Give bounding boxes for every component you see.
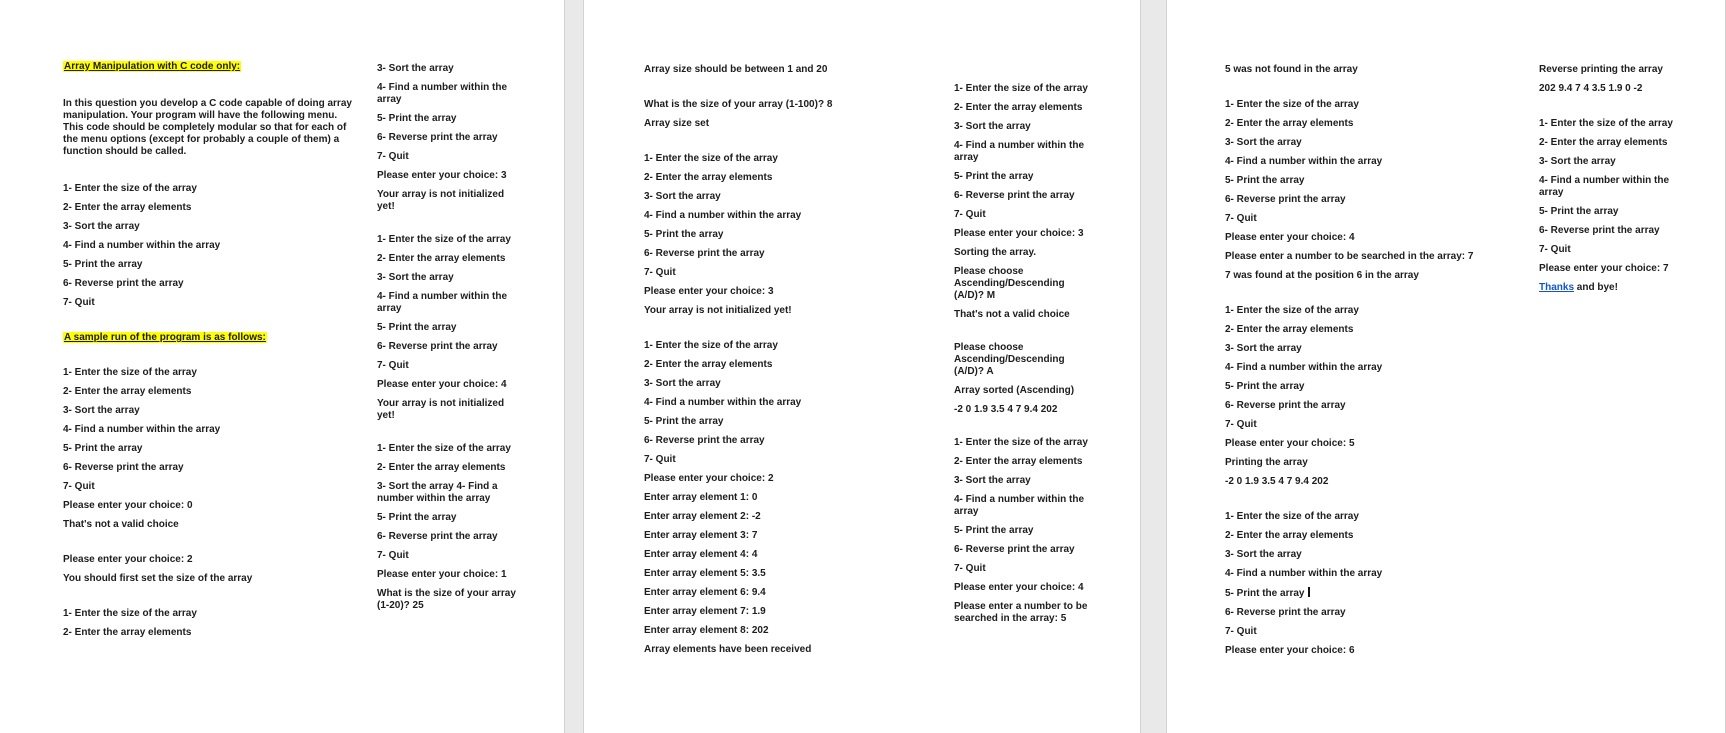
doc-line: 7- Quit: [644, 454, 676, 465]
doc-line: 6- Reverse print the array: [1225, 400, 1346, 411]
doc-line: Enter array element 2: -2: [644, 511, 761, 522]
doc-line: [63, 61, 355, 73]
paragraph-gap: [644, 137, 944, 153]
doc-line: 1- Enter the size of the array: [1539, 118, 1673, 129]
page-3-column-2: [1539, 64, 1679, 301]
doc-line: Enter array element 7: 1.9: [644, 606, 766, 617]
doc-line: 2- Enter the array elements: [377, 462, 506, 473]
doc-line: 5- Print the array: [377, 322, 457, 333]
doc-line: Please enter your choice: 3: [377, 170, 507, 181]
doc-line: Array elements have been received: [644, 644, 812, 655]
doc-line: What is the size of your array (1-100)? 8: [644, 99, 833, 110]
doc-line: 4- Find a number within the array: [644, 397, 802, 408]
doc-line: Please enter your choice: 2: [644, 473, 774, 484]
doc-line: 3- Sort the array 4- Find a number within the array: [377, 481, 498, 504]
doc-line: 5- Print the array: [63, 443, 143, 454]
page-1-column-2: [377, 63, 517, 619]
doc-line: 6- Reverse print the array: [1225, 194, 1346, 205]
paragraph-gap: [63, 592, 355, 608]
doc-line: 1- Enter the size of the array: [63, 183, 197, 194]
doc-line: Please enter your choice: 3: [954, 228, 1084, 239]
doc-line: 2- Enter the array elements: [644, 359, 773, 370]
doc-line: 4- Find a number within the array: [1225, 568, 1383, 579]
paragraph-gap: [1539, 102, 1679, 118]
doc-line: 7 was found at the position 6 in the array: [1225, 270, 1419, 281]
doc-text: and bye!: [1574, 282, 1618, 293]
text-cursor: [1308, 587, 1310, 597]
doc-line: Array size set: [644, 118, 710, 129]
doc-line: 4- Find a number within the array: [63, 240, 221, 251]
doc-line: You should first set the size of the array: [63, 573, 253, 584]
paragraph-gap: [377, 220, 517, 234]
doc-line: 6- Reverse print the array: [1225, 607, 1346, 618]
doc-line: 6- Reverse print the array: [954, 190, 1075, 201]
doc-line: Please enter your choice: 3: [644, 286, 774, 297]
doc-line: 2- Enter the array elements: [377, 253, 506, 264]
doc-line: 5- Print the array: [1539, 206, 1619, 217]
highlighted-heading: Array Manipulation with C code only:: [64, 61, 241, 72]
doc-line: 6- Reverse print the array: [377, 132, 498, 143]
doc-line: Array size should be between 1 and 20: [644, 64, 828, 75]
doc-line: Please enter a number to be searched in the array: 5: [954, 601, 1088, 624]
doc-line: Enter array element 8: 202: [644, 625, 769, 636]
doc-line: 7- Quit: [1539, 244, 1571, 255]
doc-line: Enter array element 5: 3.5: [644, 568, 766, 579]
doc-line: Please choose Ascending/Descending (A/D)? M: [954, 266, 1065, 301]
doc-line: -2 0 1.9 3.5 4 7 9.4 202: [1225, 476, 1329, 487]
doc-line: Please enter a number to be searched in the array: 7: [1225, 251, 1474, 262]
doc-line: 6- Reverse print the array: [377, 531, 498, 542]
page-2-column-1: [644, 64, 944, 663]
doc-line: [1539, 282, 1679, 294]
doc-line: 2- Enter the array elements: [954, 102, 1083, 113]
doc-line: 7- Quit: [644, 267, 676, 278]
doc-line: Please enter your choice: 2: [63, 554, 193, 565]
doc-line: 2- Enter the array elements: [63, 627, 192, 638]
doc-line: Please enter your choice: 4: [954, 582, 1084, 593]
doc-line: 7- Quit: [377, 550, 409, 561]
highlighted-heading: A sample run of the program is as follows:: [64, 332, 266, 343]
doc-line: Your array is not initialized yet!: [377, 189, 505, 212]
page-1: [0, 0, 565, 733]
doc-line: 4- Find a number within the array: [1225, 156, 1383, 167]
doc-line: -2 0 1.9 3.5 4 7 9.4 202: [954, 404, 1058, 415]
doc-line: 6- Reverse print the array: [644, 435, 765, 446]
doc-line: Please enter your choice: 7: [1539, 263, 1669, 274]
doc-line: 5- Print the array: [954, 171, 1034, 182]
doc-line: 1- Enter the size of the array: [1225, 305, 1359, 316]
doc-line: Please enter your choice: 4: [377, 379, 507, 390]
doc-line: Please enter your choice: 1: [377, 569, 507, 580]
doc-line: Please enter your choice: 6: [1225, 645, 1355, 656]
doc-line: 4- Find a number within the array: [954, 494, 1084, 517]
doc-line: 5- Print the array: [644, 416, 724, 427]
doc-line: 6- Reverse print the array: [63, 278, 184, 289]
paragraph-gap: [644, 324, 944, 340]
paragraph-gap: [1225, 83, 1537, 99]
thanks-link[interactable]: Thanks: [1539, 282, 1575, 293]
doc-line: Printing the array: [1225, 457, 1308, 468]
doc-line: 5- Print the array: [1225, 175, 1305, 186]
doc-line: What is the size of your array (1-20)? 25: [377, 588, 516, 611]
doc-line: 4- Find a number within the array: [644, 210, 802, 221]
doc-line: 1- Enter the size of the array: [1225, 99, 1359, 110]
page-2: [583, 0, 1141, 733]
doc-line: 1- Enter the size of the array: [1225, 511, 1359, 522]
paragraph-gap: [954, 328, 1094, 342]
paragraph-gap: [63, 80, 355, 98]
page-2-column-2: [954, 83, 1094, 632]
doc-line: 5- Print the array: [63, 259, 143, 270]
doc-line: 4- Find a number within the array: [377, 82, 507, 105]
page-3: [1166, 0, 1726, 733]
doc-line: 2- Enter the array elements: [644, 172, 773, 183]
doc-line: 2- Enter the array elements: [1225, 530, 1354, 541]
doc-line: 7- Quit: [377, 151, 409, 162]
doc-line: 2- Enter the array elements: [954, 456, 1083, 467]
doc-line: Enter array element 6: 9.4: [644, 587, 766, 598]
doc-line: Array sorted (Ascending): [954, 385, 1075, 396]
doc-line: 7- Quit: [377, 360, 409, 371]
doc-line: 2- Enter the array elements: [1225, 324, 1354, 335]
doc-line: 1- Enter the size of the array: [63, 367, 197, 378]
doc-line: 1- Enter the size of the array: [377, 234, 511, 245]
doc-line: 7- Quit: [1225, 213, 1257, 224]
doc-line: 4- Find a number within the array: [1225, 362, 1383, 373]
doc-line: 3- Sort the array: [1225, 137, 1302, 148]
paragraph-gap: [63, 538, 355, 554]
doc-line: That's not a valid choice: [63, 519, 179, 530]
doc-line: 1- Enter the size of the array: [954, 83, 1088, 94]
doc-line: 3- Sort the array: [954, 121, 1031, 132]
doc-line: 1- Enter the size of the array: [63, 608, 197, 619]
doc-line: 5 was not found in the array: [1225, 64, 1358, 75]
doc-line: 1- Enter the size of the array: [644, 153, 778, 164]
doc-line: 5- Print the array: [1225, 381, 1305, 392]
doc-line: 2- Enter the array elements: [1539, 137, 1668, 148]
doc-line: 6- Reverse print the array: [63, 462, 184, 473]
doc-line: 202 9.4 7 4 3.5 1.9 0 -2: [1539, 83, 1643, 94]
doc-line: 4- Find a number within the array: [63, 424, 221, 435]
doc-line: Reverse printing the array: [1539, 64, 1663, 75]
doc-line: 5- Print the array: [644, 229, 724, 240]
doc-line: 3- Sort the array: [954, 475, 1031, 486]
doc-line: In this question you develop a C code capable of doing array manipulation. Your program will have the following menu. This code should be completely modular so that for each of the menu options (except for probably a couple of them) a function should be called.: [63, 98, 352, 157]
paragraph-gap: [63, 351, 355, 367]
doc-line: 7- Quit: [63, 481, 95, 492]
doc-line: 4- Find a number within the array: [1539, 175, 1669, 198]
paragraph-gap: [63, 165, 355, 183]
doc-line: 1- Enter the size of the array: [644, 340, 778, 351]
doc-line: 1- Enter the size of the array: [954, 437, 1088, 448]
doc-line: 3- Sort the array: [1225, 549, 1302, 560]
doc-line: 6- Reverse print the array: [954, 544, 1075, 555]
doc-line: 1- Enter the size of the array: [377, 443, 511, 454]
paragraph-gap: [954, 423, 1094, 437]
doc-line: 2- Enter the array elements: [63, 386, 192, 397]
page-1-column-1: [63, 61, 355, 646]
doc-line: 3- Sort the array: [1539, 156, 1616, 167]
doc-line: Please enter your choice: 5: [1225, 438, 1355, 449]
doc-line: 6- Reverse print the array: [377, 341, 498, 352]
doc-line: 6- Reverse print the array: [644, 248, 765, 259]
doc-line: 3- Sort the array: [377, 272, 454, 283]
paragraph-gap: [1225, 289, 1537, 305]
doc-line: 5- Print the array: [377, 512, 457, 523]
doc-line: 3- Sort the array: [1225, 343, 1302, 354]
doc-line: 5- Print the array: [377, 113, 457, 124]
doc-line: 2- Enter the array elements: [63, 202, 192, 213]
doc-line: Please choose Ascending/Descending (A/D)? A: [954, 342, 1065, 377]
doc-line: 7- Quit: [1225, 626, 1257, 637]
doc-line: 3- Sort the array: [63, 221, 140, 232]
doc-line: 7- Quit: [954, 563, 986, 574]
doc-line: 6- Reverse print the array: [1539, 225, 1660, 236]
doc-line: [63, 332, 355, 344]
doc-line: 5- Print the array: [1225, 587, 1537, 600]
doc-line: 3- Sort the array: [644, 191, 721, 202]
paragraph-gap: [377, 429, 517, 443]
doc-line: Sorting the array.: [954, 247, 1037, 258]
doc-line: Please enter your choice: 4: [1225, 232, 1355, 243]
doc-line: Your array is not initialized yet!: [377, 398, 505, 421]
paragraph-gap: [1225, 495, 1537, 511]
doc-line: 7- Quit: [954, 209, 986, 220]
doc-line: Enter array element 4: 4: [644, 549, 758, 560]
doc-line: 7- Quit: [63, 297, 95, 308]
doc-line: 4- Find a number within the array: [377, 291, 507, 314]
doc-line: 5- Print the array: [954, 525, 1034, 536]
doc-line: 3- Sort the array: [644, 378, 721, 389]
doc-line: 2- Enter the array elements: [1225, 118, 1354, 129]
doc-line: 4- Find a number within the array: [954, 140, 1084, 163]
page-3-column-1: [1225, 64, 1537, 664]
doc-line: Enter array element 1: 0: [644, 492, 758, 503]
doc-line: That's not a valid choice: [954, 309, 1070, 320]
paragraph-gap: [63, 316, 355, 332]
paragraph-gap: [644, 83, 944, 99]
doc-line: Your array is not initialized yet!: [644, 305, 792, 316]
doc-line: Please enter your choice: 0: [63, 500, 193, 511]
doc-line: 7- Quit: [1225, 419, 1257, 430]
doc-line: Enter array element 3: 7: [644, 530, 758, 541]
doc-line: 3- Sort the array: [377, 63, 454, 74]
doc-line: 3- Sort the array: [63, 405, 140, 416]
